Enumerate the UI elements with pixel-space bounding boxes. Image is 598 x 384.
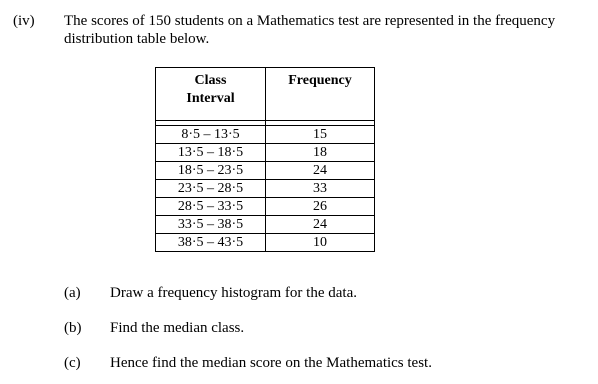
header-frequency: Frequency bbox=[266, 68, 375, 121]
frequency-cell: 18 bbox=[266, 144, 375, 162]
frequency-cell: 33 bbox=[266, 180, 375, 198]
table-row bbox=[156, 234, 375, 252]
table-row bbox=[156, 216, 375, 234]
part-a-text: Draw a frequency histogram for the data. bbox=[110, 285, 357, 301]
table-row bbox=[156, 144, 375, 162]
header-class-interval: Class Interval bbox=[156, 68, 266, 121]
class-interval-cell: 18·5 – 23·5 bbox=[156, 162, 266, 180]
part-a-label: (a) bbox=[64, 285, 81, 301]
frequency-cell: 26 bbox=[266, 198, 375, 216]
part-c-text: Hence find the median score on the Mathematics test. bbox=[110, 355, 432, 371]
frequency-table bbox=[155, 67, 375, 252]
question-number: (iv) bbox=[13, 13, 35, 29]
part-b-label: (b) bbox=[64, 320, 82, 336]
table-row bbox=[156, 126, 375, 144]
class-interval-cell: 38·5 – 43·5 bbox=[156, 234, 266, 252]
table-row bbox=[156, 198, 375, 216]
frequency-cell: 15 bbox=[266, 126, 375, 144]
class-interval-cell: 28·5 – 33·5 bbox=[156, 198, 266, 216]
frequency-cell: 24 bbox=[266, 162, 375, 180]
frequency-cell: 10 bbox=[266, 234, 375, 252]
part-b-text: Find the median class. bbox=[110, 320, 245, 336]
class-interval-cell: 33·5 – 38·5 bbox=[156, 216, 266, 234]
table-row bbox=[156, 162, 375, 180]
question-intro: The scores of 150 students on a Mathematics test are represented in the frequency distribution table below. bbox=[64, 13, 556, 47]
class-interval-cell: 23·5 – 28·5 bbox=[156, 180, 266, 198]
class-interval-cell: 13·5 – 18·5 bbox=[156, 144, 266, 162]
class-interval-cell: 8·5 – 13·5 bbox=[156, 126, 266, 144]
part-c-label: (c) bbox=[64, 355, 81, 371]
frequency-cell: 24 bbox=[266, 216, 375, 234]
table-row bbox=[156, 180, 375, 198]
